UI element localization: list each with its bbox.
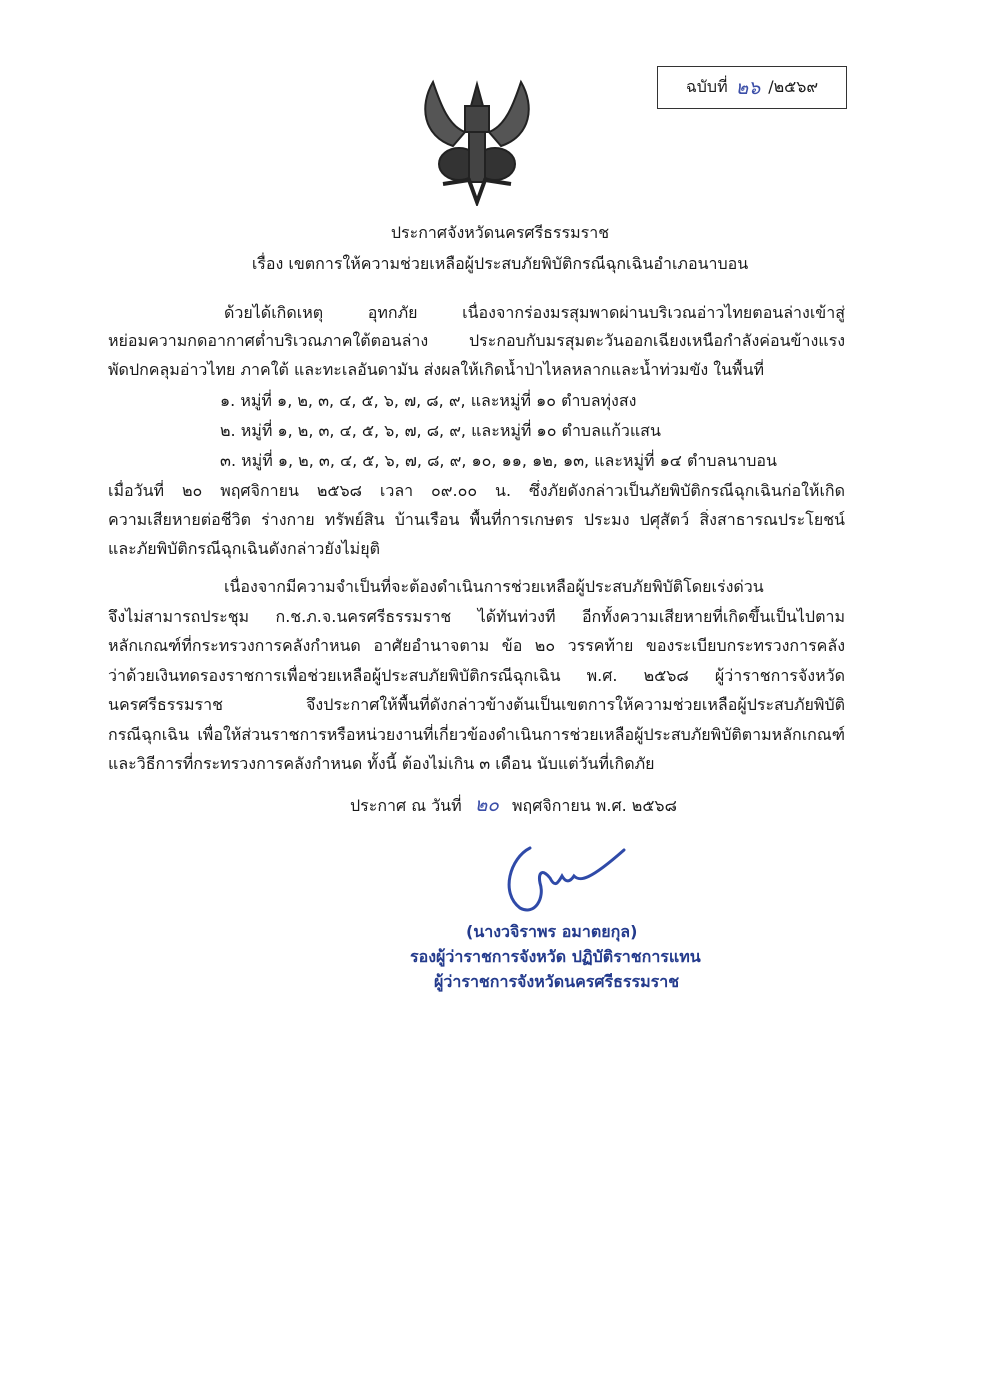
announcement-date [350,794,677,817]
area-item: ๒. หมู่ที่ ๑, ๒, ๓, ๔, ๕, ๖, ๗, ๘, ๙, และหมู่ที่ ๑๐ ตำบลแก้วแสน [220,421,661,440]
para2-line: เนื่องจากมีความจำเป็นที่จะต้องดำเนินการช่วยเหลือผู้ประสบภัยพิบัติโดยเร่งด่วน [224,577,764,596]
para2-line: ว่าด้วยเงินทดรองราชการเพื่อช่วยเหลือผู้ประสบภัยพิบัติกรณีฉุกเฉิน พ.ศ. ๒๕๖๘ ผู้ว่าราชการจังหวัด [108,666,845,685]
issue-number-box [657,66,847,109]
area-item: ๓. หมู่ที่ ๑, ๒, ๓, ๔, ๕, ๖, ๗, ๘, ๙, ๑๐, ๑๑, ๑๒, ๑๓, และหมู่ที่ ๑๔ ตำบลนาบอน [220,451,777,470]
signatory-position: ผู้ว่าราชการจังหวัดนครศรีธรรมราช [434,972,680,991]
para1-cont-line: ความเสียหายต่อชีวิต ร่างกาย ทรัพย์สิน บ้านเรือน พื้นที่การเกษตร ประมง ปศุสัตว์ สิ่งสาธารณประโยชน์ [108,510,845,529]
issue-number: ๒๖ [735,76,761,99]
document-subject: เรื่อง เขตการให้ความช่วยเหลือผู้ประสบภัยพิบัติกรณีฉุกเฉินอำเภอนาบอน [251,254,749,273]
para2-line: นครศรีธรรมราช จึงประกาศให้พื้นที่ดังกล่าวข้างต้นเป็นเขตการให้ความช่วยเหลือผู้ประสบภัยพิบัติ [108,695,845,714]
signatory-position: รองผู้ว่าราชการจังหวัด ปฏิบัติราชการแทน [410,947,701,966]
date-day: ๒๐ [474,794,499,816]
date-suffix: พฤศจิกายน พ.ศ. ๒๕๖๘ [511,796,677,815]
para2-line: หลักเกณฑ์ที่กระทรวงการคลังกำหนด อาศัยอำนาจตาม ข้อ ๒๐ วรรคท้าย ของระเบียบกระทรวงการคลัง [108,636,845,655]
issue-year: /๒๕๖๙ [768,77,819,96]
para2-line: จึงไม่สามารถประชุม ก.ช.ภ.จ.นครศรีธรรมราช ได้ทันท่วงที อีกทั้งความเสียหายที่เกิดขึ้นเป็นไปตาม [108,607,845,626]
signature-icon [500,838,630,918]
para2-line: กรณีฉุกเฉิน เพื่อให้ส่วนราชการหรือหน่วยงานที่เกี่ยวข้องดำเนินการช่วยเหลือผู้ประสบภัยพิบัติตามหลักเกณฑ์ [108,725,845,744]
para1-line: หย่อมความกดอากาศต่ำบริเวณภาคใต้ตอนล่าง ประกอบกับมรสุมตะวันออกเฉียงเหนือกำลังค่อนข้างแรง [108,331,845,350]
para2-line: และวิธีการที่กระทรวงการคลังกำหนด ทั้งนี้ ต้องไม่เกิน ๓ เดือน นับแต่วันที่เกิดภัย [108,754,655,773]
para1-line: ด้วยได้เกิดเหตุ อุทกภัย เนื่องจากร่องมรสุมพาดผ่านบริเวณอ่าวไทยตอนล่างเข้าสู่ [224,303,845,322]
date-prefix: ประกาศ ณ วันที่ [350,796,462,815]
para1-cont-line: และภัยพิบัติกรณีฉุกเฉินดังกล่าวยังไม่ยุติ [108,539,380,558]
signatory-name: (นางวจิราพร อมาตยกุล) [466,922,638,941]
document-title: ประกาศจังหวัดนครศรีธรรมราช [390,223,610,242]
para1-cont-line: เมื่อวันที่ ๒๐ พฤศจิกายน ๒๕๖๘ เวลา ๐๙.๐๐ น. ซึ่งภัยดังกล่าวเป็นภัยพิบัติกรณีฉุกเฉินก่อให้เกิด [108,481,845,500]
para1-line: พัดปกคลุมอ่าวไทย ภาคใต้ และทะเลอันดามัน ส่งผลให้เกิดน้ำป่าไหลหลากและน้ำท่วมขัง ในพื้นที่ [108,360,765,379]
area-item: ๑. หมู่ที่ ๑, ๒, ๓, ๔, ๕, ๖, ๗, ๘, ๙, และหมู่ที่ ๑๐ ตำบลทุ่งสง [220,391,637,410]
garuda-emblem-icon [413,76,541,206]
issue-label: ฉบับที่ [685,77,728,96]
